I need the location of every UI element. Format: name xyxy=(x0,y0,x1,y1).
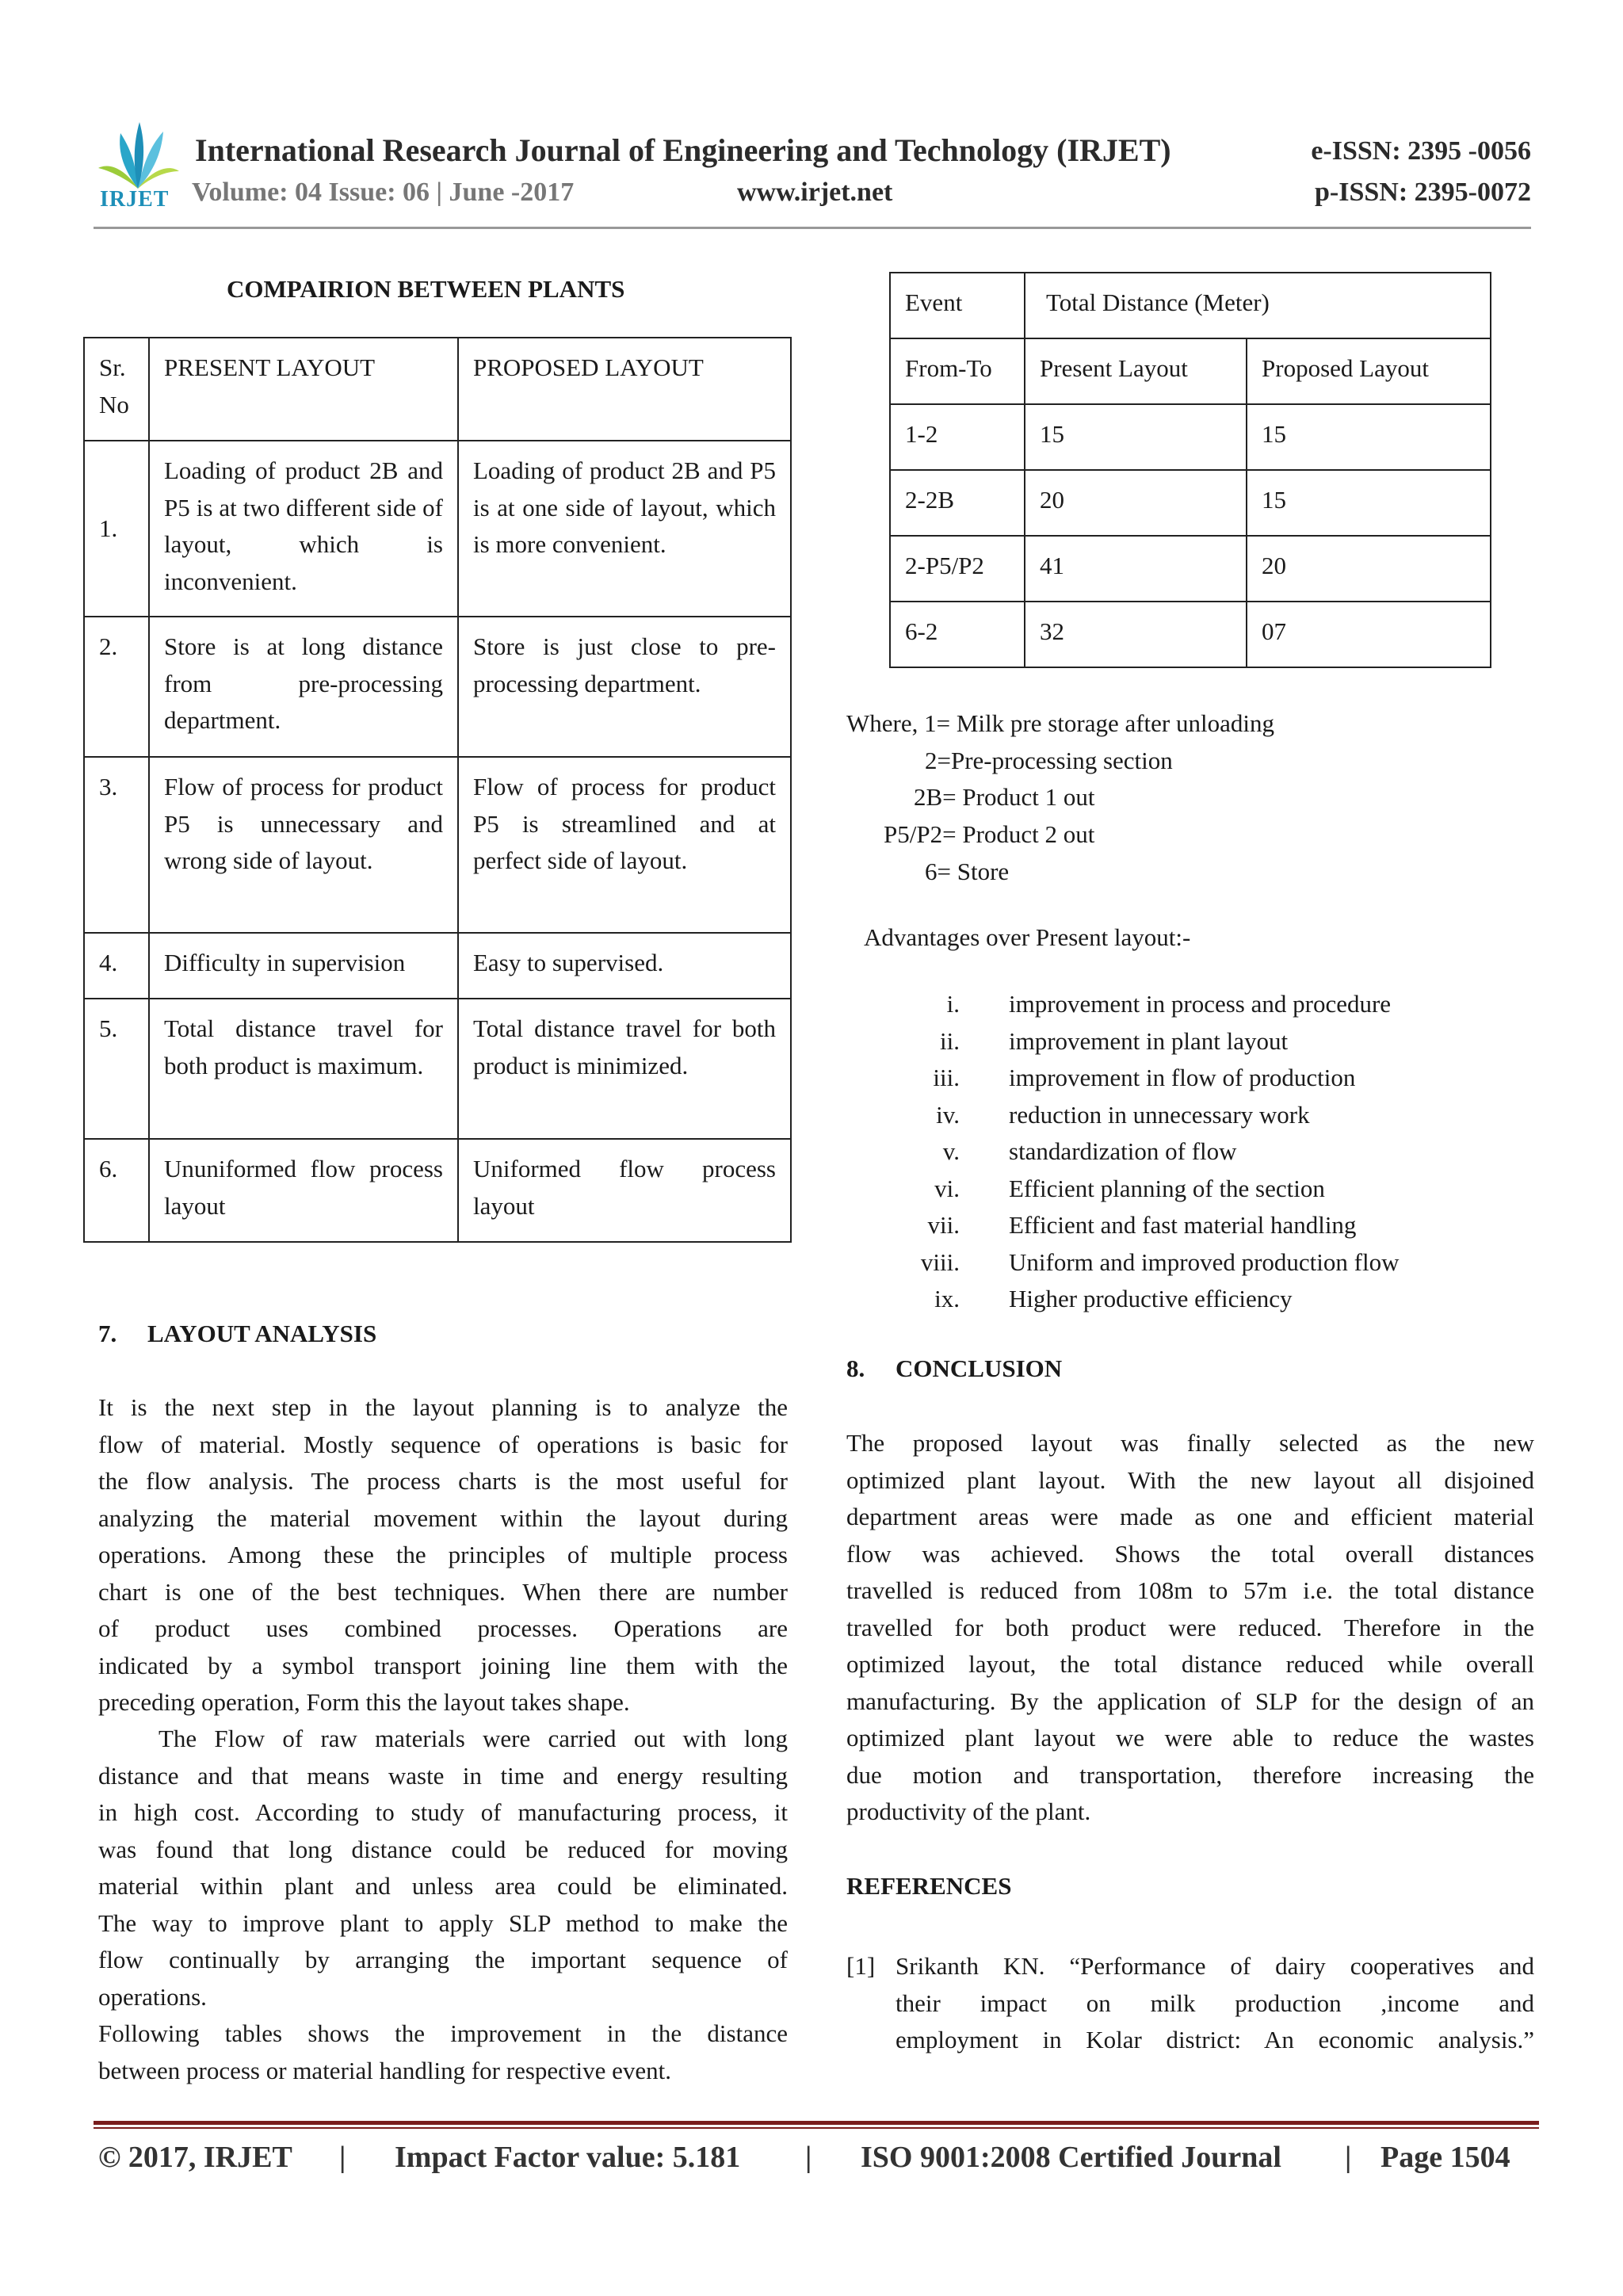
header-rule xyxy=(94,227,1531,229)
item-number: vi. xyxy=(934,1175,960,1202)
section7-paragraph-3 xyxy=(98,2015,788,2089)
text-line: operations. Among these the principles of multiple process xyxy=(98,1541,788,1568)
text-line: their impact on milk production ,income and xyxy=(896,1988,1534,2017)
legend-line: Where, 1= Milk pre storage after unloading xyxy=(846,709,1274,737)
row-proposed: Store is just close to pre-processing department. xyxy=(458,617,791,757)
reference-number: [1] xyxy=(846,1952,876,1980)
header-proposed: PROPOSED LAYOUT xyxy=(458,338,791,441)
present-cell: 41 xyxy=(1025,536,1247,602)
footer-separator: | xyxy=(339,2141,346,2174)
text-line: preceding operation, Form this the layout takes shape. xyxy=(98,1688,630,1716)
row-present: Flow of process for product P5 is unnecessary and wrong side of layout. xyxy=(149,757,458,933)
text-line: employment in Kolar district: An economic analysis.” xyxy=(896,2026,1534,2053)
advantage-item xyxy=(904,1023,1289,1060)
advantage-item xyxy=(904,986,1392,1023)
item-number: viii. xyxy=(920,1248,960,1276)
pissn: p-ISSN: 2395-0072 xyxy=(1315,178,1531,207)
event-cell: 2-P5/P2 xyxy=(890,536,1025,602)
journal-title: International Research Journal of Engineering and Technology (IRJET) xyxy=(195,132,1171,168)
logo-text: IRJET xyxy=(100,187,170,212)
text-line: chart is one of the best techniques. When there are number xyxy=(98,1577,788,1606)
item-text: Uniform and improved production flow xyxy=(1009,1248,1400,1276)
footer-separator: | xyxy=(1345,2141,1352,2174)
legend-line: 2B= Product 1 out xyxy=(914,783,1095,811)
proposed-cell: 15 xyxy=(1247,404,1491,470)
footer-page: Page 1504 xyxy=(1381,2141,1510,2174)
irjet-logo xyxy=(94,116,182,212)
proposed-cell: 15 xyxy=(1247,470,1491,536)
item-text: Efficient and fast material handling xyxy=(1009,1211,1357,1239)
text-line: was found that long distance could be reduced for moving xyxy=(98,1835,788,1863)
header-proposed-layout: Proposed Layout xyxy=(1247,338,1491,404)
footer-separator: | xyxy=(805,2141,812,2174)
present-cell: 15 xyxy=(1025,404,1247,470)
item-number: v. xyxy=(942,1137,960,1165)
item-text: reduction in unnecessary work xyxy=(1009,1101,1310,1129)
advantage-item xyxy=(904,1244,1400,1282)
item-text: Efficient planning of the section xyxy=(1009,1175,1325,1202)
row-proposed: Easy to supervised. xyxy=(458,933,791,999)
row-present: Ununiformed flow process layout xyxy=(149,1139,458,1242)
text-line: department areas were made as one and efficient material xyxy=(846,1503,1534,1530)
legend-line: 2=Pre-processing section xyxy=(925,747,1173,774)
text-line: manufacturing. By the application of SLP for the design of an xyxy=(846,1687,1534,1715)
item-number: ix. xyxy=(934,1285,960,1312)
advantage-item xyxy=(904,1097,1310,1134)
item-number: i. xyxy=(946,990,960,1018)
item-text: improvement in flow of production xyxy=(1009,1064,1356,1091)
volume-issue: Volume: 04 Issue: 06 | June -2017 xyxy=(192,178,575,207)
row-no: 6. xyxy=(84,1139,149,1242)
text-line: Srikanth KN. “Performance of dairy cooperatives and xyxy=(896,1952,1534,1980)
comparison-table xyxy=(83,337,792,1243)
text-line: travelled for both product were reduced. Therefore in the xyxy=(846,1613,1534,1641)
row-no: 4. xyxy=(84,933,149,999)
advantages-title: Advantages over Present layout:- xyxy=(864,923,1191,951)
footer-copyright: © 2017, IRJET xyxy=(98,2141,292,2174)
text-line: in high cost. According to study of manufacturing process, it xyxy=(98,1798,788,1826)
event-cell: 6-2 xyxy=(890,602,1025,667)
text-line: The proposed layout was finally selected as the new xyxy=(846,1429,1534,1457)
website-link[interactable]: www.irjet.net xyxy=(737,178,893,207)
text-line: distance and that means waste in time and energy resulting xyxy=(98,1761,788,1790)
text-line: The way to improve plant to apply SLP method to make the xyxy=(98,1908,788,1937)
item-number: vii. xyxy=(927,1211,960,1239)
section8-number: 8. xyxy=(846,1354,865,1382)
comparison-title: COMPAIRION BETWEEN PLANTS xyxy=(227,275,625,303)
text-line: flow of material. Mostly sequence of operations is basic for xyxy=(98,1430,788,1458)
text-line: The Flow of raw materials were carried out with long xyxy=(158,1725,788,1752)
text-line: flow was achieved. Shows the total overall distances xyxy=(846,1539,1534,1568)
item-text: standardization of flow xyxy=(1009,1137,1237,1165)
event-cell: 1-2 xyxy=(890,404,1025,470)
item-text: improvement in process and procedure xyxy=(1009,990,1392,1018)
row-no: 5. xyxy=(84,999,149,1139)
eissn: e-ISSN: 2395 -0056 xyxy=(1311,136,1531,166)
footer-rule xyxy=(94,2121,1539,2125)
advantage-item xyxy=(904,1133,1237,1171)
section7-paragraph-2 xyxy=(98,1721,788,2015)
legend-line: P5/P2= Product 2 out xyxy=(884,820,1095,848)
section7-number: 7. xyxy=(98,1320,117,1347)
section7-paragraph-1 xyxy=(98,1389,788,1721)
advantage-item xyxy=(904,1281,1293,1318)
text-line: travelled is reduced from 108m to 57m i.e. the total distance xyxy=(846,1576,1534,1604)
advantage-item xyxy=(904,1207,1357,1244)
row-proposed: Uniformed flow process layout xyxy=(458,1139,791,1242)
text-line: operations. xyxy=(98,1982,207,2011)
item-number: iii. xyxy=(933,1064,960,1091)
legend-line: 6= Store xyxy=(925,858,1010,885)
proposed-cell: 07 xyxy=(1247,602,1491,667)
footer-rule-thin xyxy=(94,2127,1539,2129)
row-no: 1. xyxy=(84,441,149,617)
row-proposed: Loading of product 2B and P5 is at one side of layout, which is more convenient. xyxy=(458,441,791,617)
row-proposed: Flow of process for product P5 is streamlined and at perfect side of layout. xyxy=(458,757,791,933)
footer-iso: ISO 9001:2008 Certified Journal xyxy=(861,2141,1281,2174)
row-proposed: Total distance travel for both product is minimized. xyxy=(458,999,791,1139)
text-line: It is the next step in the layout planning is to analyze the xyxy=(98,1393,788,1421)
proposed-cell: 20 xyxy=(1247,536,1491,602)
reference-1 xyxy=(896,1948,1534,2059)
header-event: Event xyxy=(890,273,1025,338)
text-line: optimized plant layout. With the new layout all disjoined xyxy=(846,1465,1534,1494)
text-line: optimized layout, the total distance reduced while overall xyxy=(846,1650,1534,1678)
item-text: improvement in plant layout xyxy=(1009,1027,1289,1055)
footer-impact-factor: Impact Factor value: 5.181 xyxy=(395,2141,741,2174)
text-line: of product uses combined processes. Operations are xyxy=(98,1614,788,1642)
row-no: 2. xyxy=(84,617,149,757)
item-text: Higher productive efficiency xyxy=(1009,1285,1293,1312)
text-line: between process or material handling for respective event. xyxy=(98,2056,672,2084)
text-line: Following tables shows the improvement in the distance xyxy=(98,2019,788,2047)
references-heading: REFERENCES xyxy=(846,1872,1012,1900)
row-present: Loading of product 2B and P5 is at two different side of layout, which is inconvenient. xyxy=(149,441,458,617)
text-line: material within plant and unless area could be eliminated. xyxy=(98,1872,788,1900)
item-number: ii. xyxy=(940,1027,960,1055)
row-present: Store is at long distance from pre-processing department. xyxy=(149,617,458,757)
header-present: PRESENT LAYOUT xyxy=(149,338,458,441)
text-line: due motion and transportation, therefore increasing the xyxy=(846,1760,1534,1789)
text-line: productivity of the plant. xyxy=(846,1797,1091,1825)
conclusion-paragraph xyxy=(846,1425,1534,1831)
text-line: the flow analysis. The process charts is the most useful for xyxy=(98,1467,788,1495)
section7-heading: LAYOUT ANALYSIS xyxy=(147,1320,377,1347)
text-line: optimized plant layout we were able to reduce the wastes xyxy=(846,1724,1534,1752)
header-total-distance: Total Distance (Meter) xyxy=(1025,273,1491,338)
text-line: flow continually by arranging the important sequence of xyxy=(98,1946,788,1973)
row-present: Total distance travel for both product is maximum. xyxy=(149,999,458,1139)
header-sr-no: Sr. No xyxy=(84,338,149,441)
header-from-to: From-To xyxy=(890,338,1025,404)
text-line: analyzing the material movement within the layout during xyxy=(98,1503,788,1532)
section8-heading: CONCLUSION xyxy=(896,1354,1063,1382)
advantage-item xyxy=(904,1060,1356,1097)
row-present: Difficulty in supervision xyxy=(149,933,458,999)
text-line: indicated by a symbol transport joining line them with the xyxy=(98,1651,788,1679)
row-no: 3. xyxy=(84,757,149,933)
item-number: iv. xyxy=(936,1101,960,1129)
present-cell: 20 xyxy=(1025,470,1247,536)
advantage-item xyxy=(904,1171,1325,1208)
header-present-layout: Present Layout xyxy=(1025,338,1247,404)
distance-table xyxy=(889,272,1491,668)
present-cell: 32 xyxy=(1025,602,1247,667)
event-cell: 2-2B xyxy=(890,470,1025,536)
